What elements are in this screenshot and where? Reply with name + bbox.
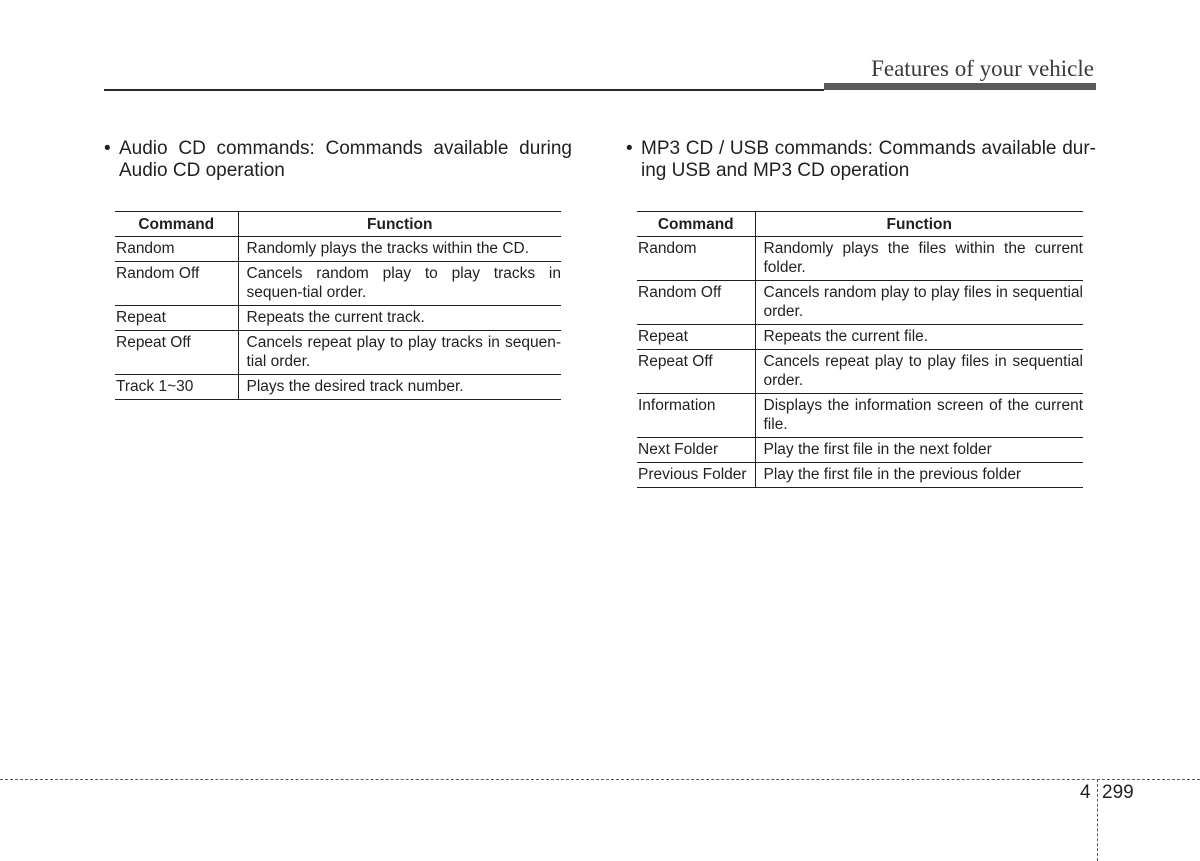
function-cell: Displays the information screen of the current file. <box>755 394 1083 438</box>
table-row <box>637 325 1083 350</box>
function-cell: Plays the desired track number. <box>238 375 561 400</box>
command-cell: Random <box>115 237 238 262</box>
command-cell: Information <box>637 394 755 438</box>
function-cell: Repeats the current file. <box>755 325 1083 350</box>
table-row <box>115 375 561 400</box>
command-cell: Random Off <box>115 262 238 306</box>
function-cell: Cancels random play to play files in sequential order. <box>755 281 1083 325</box>
command-cell: Next Folder <box>637 438 755 463</box>
command-cell: Repeat Off <box>115 331 238 375</box>
table-row <box>637 281 1083 325</box>
chapter-number: 4 <box>1080 782 1091 803</box>
audio-cd-command-table <box>115 211 561 400</box>
command-cell: Random <box>637 237 755 281</box>
table-row <box>115 237 561 262</box>
header-rule-accent <box>824 83 1096 90</box>
function-cell: Repeats the current track. <box>238 306 561 331</box>
mp3-usb-command-table <box>637 211 1083 488</box>
table-row <box>637 394 1083 438</box>
audio-cd-intro-text: Audio CD commands: Commands available during Audio CD operation <box>119 138 572 181</box>
table-header-row <box>115 212 561 237</box>
function-cell: Cancels random play to play tracks in sequen-tial order. <box>238 262 561 306</box>
table-row <box>637 237 1083 281</box>
table-row <box>637 463 1083 488</box>
function-cell: Play the first file in the previous folder <box>755 463 1083 488</box>
table-row <box>115 262 561 306</box>
column-header-function: Function <box>755 212 1083 237</box>
audio-cd-intro <box>104 138 572 182</box>
bullet-icon: • <box>104 138 111 159</box>
column-header-command: Command <box>115 212 238 237</box>
table-row <box>637 350 1083 394</box>
function-cell: Play the first file in the next folder <box>755 438 1083 463</box>
command-cell: Random Off <box>637 281 755 325</box>
column-header-function: Function <box>238 212 561 237</box>
function-cell: Cancels repeat play to play tracks in sequen-tial order. <box>238 331 561 375</box>
table-row <box>637 438 1083 463</box>
mp3-usb-section <box>626 138 1096 182</box>
table-header-row <box>637 212 1083 237</box>
command-cell: Track 1~30 <box>115 375 238 400</box>
mp3-usb-intro <box>626 138 1096 182</box>
section-title: Features of your vehicle <box>871 56 1094 81</box>
function-cell: Randomly plays the files within the current folder. <box>755 237 1083 281</box>
command-cell: Repeat Off <box>637 350 755 394</box>
mp3-usb-intro-text: MP3 CD / USB commands: Commands available dur-ing USB and MP3 CD operation <box>641 138 1096 181</box>
bullet-icon: • <box>626 138 633 159</box>
footer-divider <box>0 779 1200 780</box>
header-rule <box>104 89 824 91</box>
audio-cd-section <box>104 138 572 182</box>
function-cell: Randomly plays the tracks within the CD. <box>238 237 561 262</box>
table-row <box>115 331 561 375</box>
page-number-divider <box>1097 779 1098 861</box>
command-cell: Repeat <box>115 306 238 331</box>
command-cell: Previous Folder <box>637 463 755 488</box>
command-cell: Repeat <box>637 325 755 350</box>
function-cell: Cancels repeat play to play files in sequential order. <box>755 350 1083 394</box>
page-number: 299 <box>1102 782 1134 803</box>
table-row <box>115 306 561 331</box>
column-header-command: Command <box>637 212 755 237</box>
